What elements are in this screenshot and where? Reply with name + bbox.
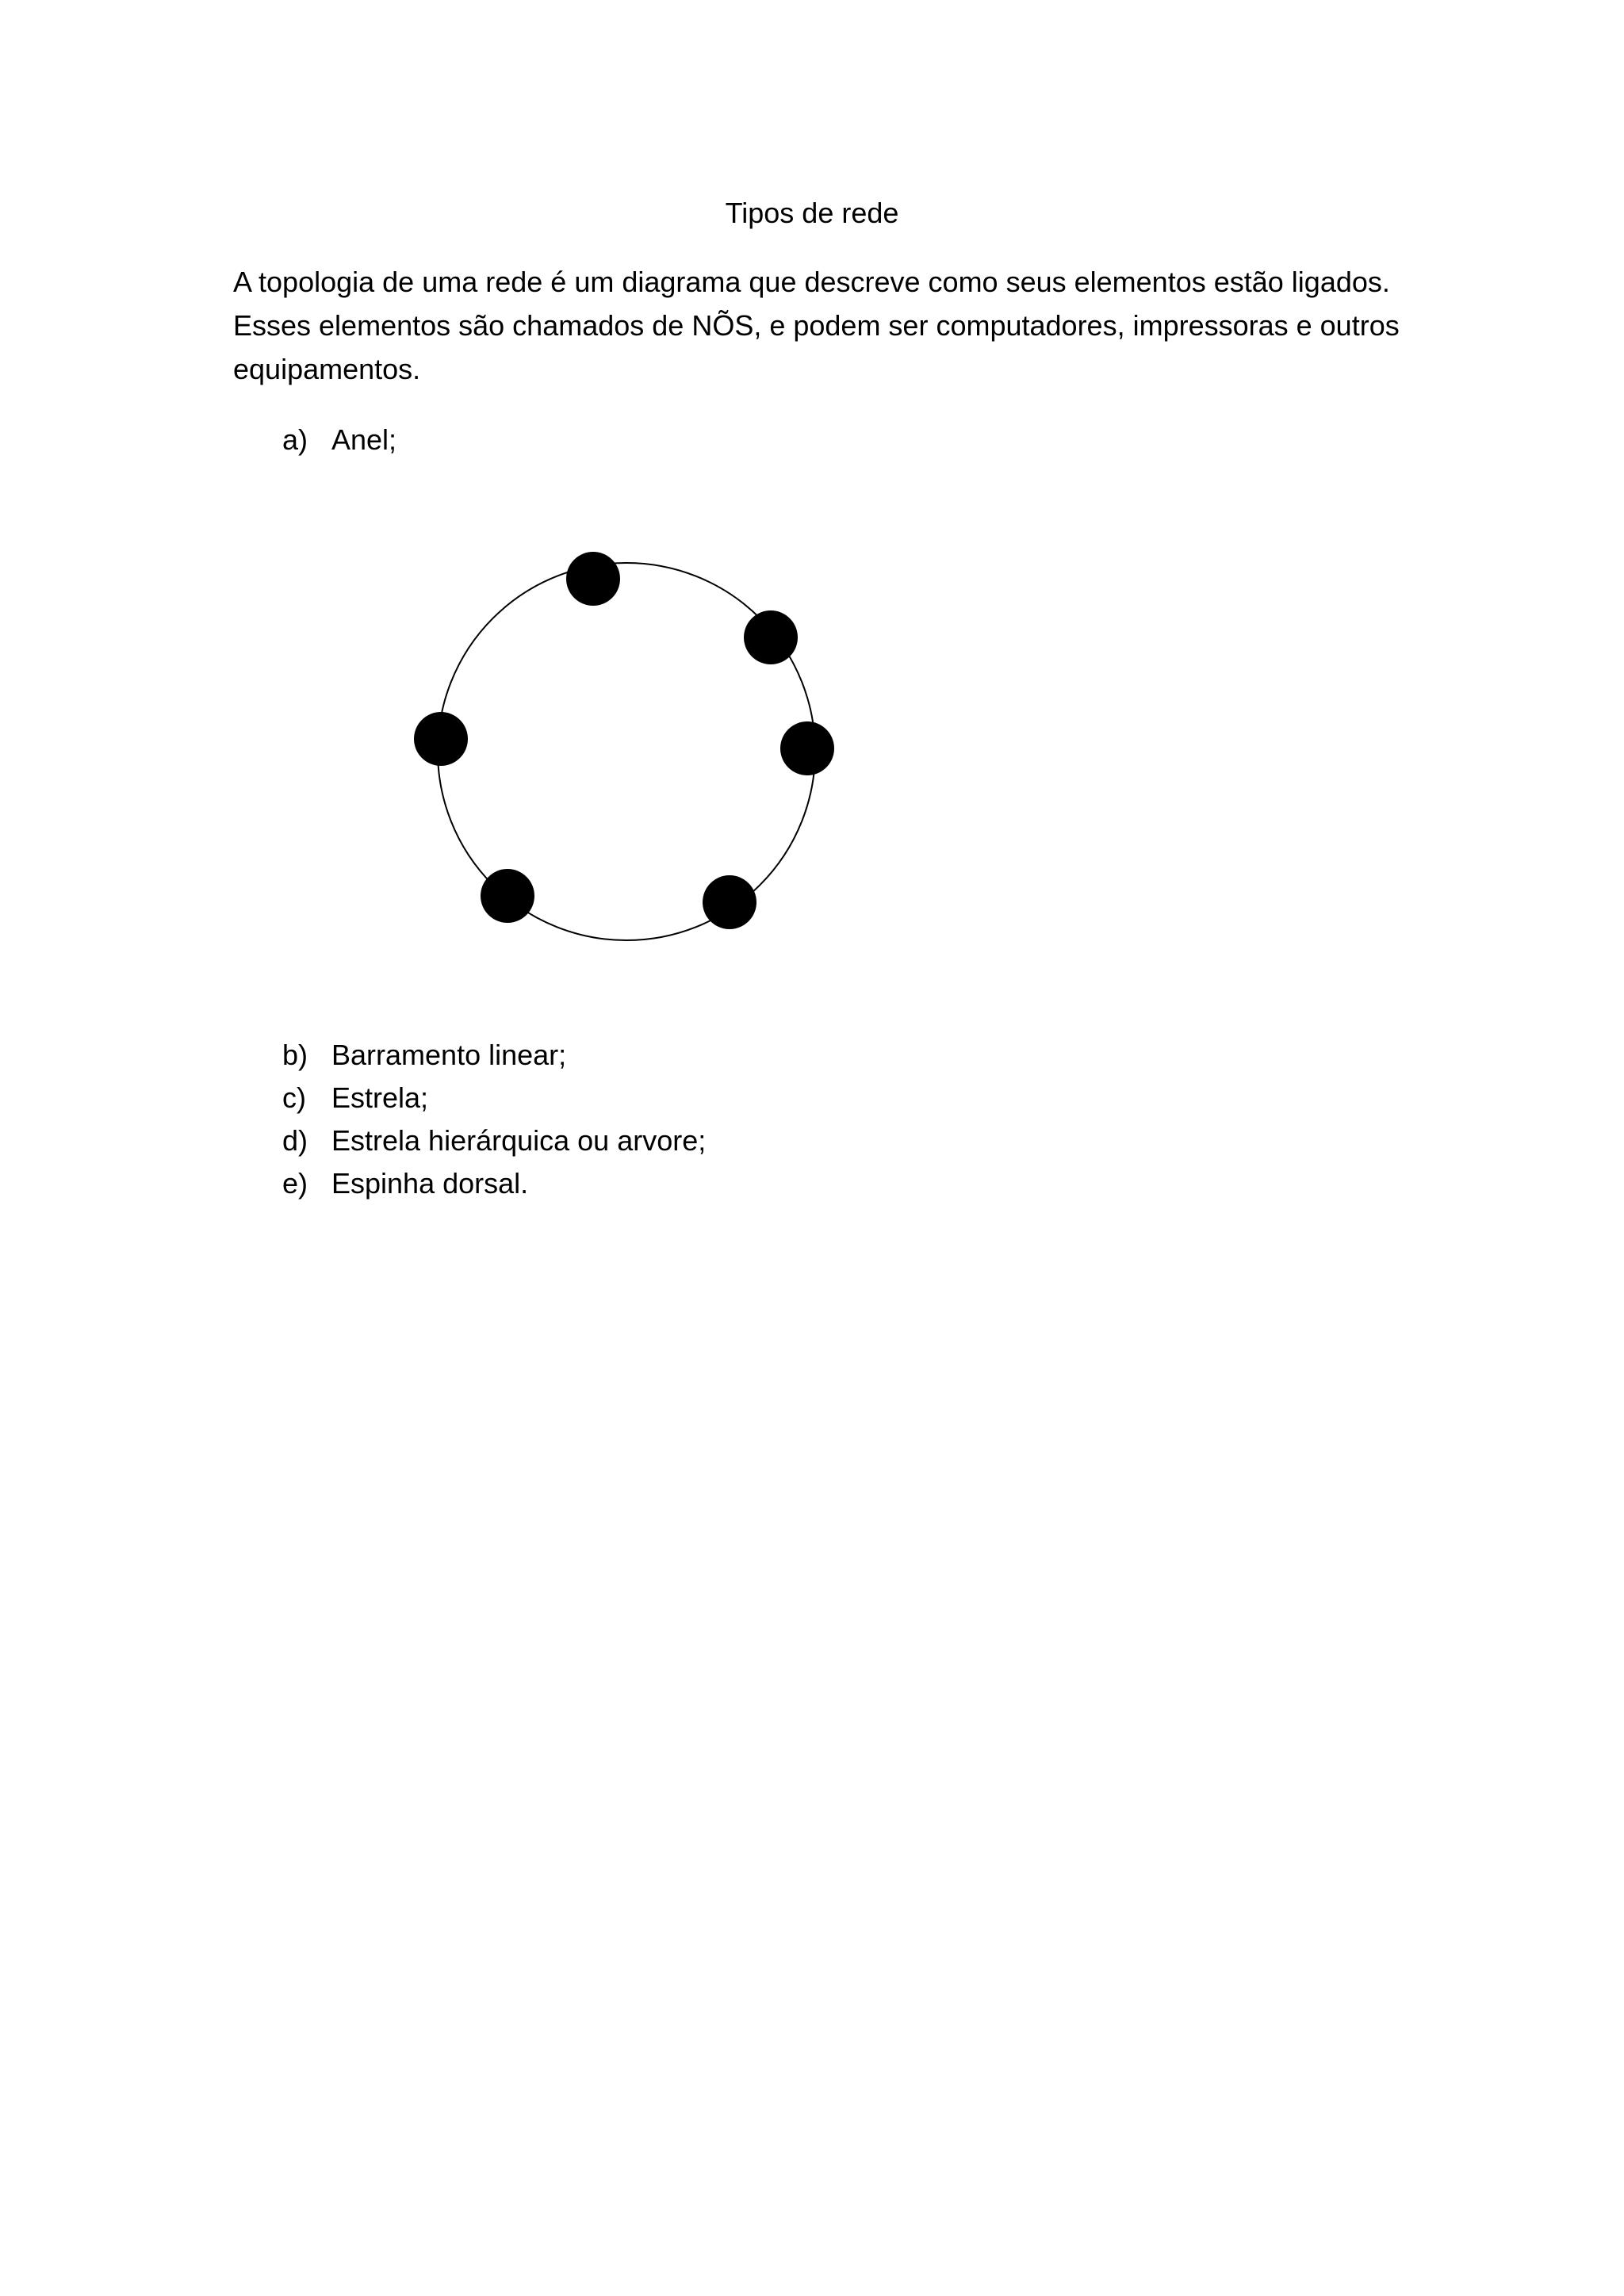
intro-line: Esses elementos são chamados de NÕS, e podem ser computadores, impressoras e outros [233, 309, 1400, 342]
list-item-bus [282, 1034, 566, 1077]
intro-paragraph [233, 260, 1399, 391]
network-node [481, 869, 534, 923]
list-item-label: Anel; [331, 423, 397, 456]
list-item-ring [282, 419, 396, 461]
ring-topology-diagram [396, 531, 856, 959]
list-marker: a) [282, 423, 308, 456]
list-item-label: Espinha dorsal. [331, 1167, 529, 1200]
list-item-label: Barramento linear; [331, 1039, 567, 1071]
page-title: Tipos de rede [725, 197, 899, 229]
network-node [744, 610, 798, 664]
intro-line: A topologia de uma rede é um diagrama que descreve como seus elementos estão ligados. [233, 266, 1390, 298]
list-item-tree [282, 1119, 706, 1162]
list-marker: e) [282, 1167, 308, 1200]
network-node [414, 712, 468, 766]
list-marker: c) [282, 1081, 306, 1114]
network-node [566, 552, 620, 606]
list-marker: d) [282, 1124, 308, 1157]
intro-line: equipamentos. [233, 353, 421, 385]
list-item-backbone [282, 1162, 528, 1205]
network-node [780, 721, 834, 775]
network-node [703, 875, 756, 929]
list-item-label: Estrela; [331, 1081, 429, 1114]
list-item-star [282, 1077, 428, 1119]
list-item-label: Estrela hierárquica ou arvore; [331, 1124, 707, 1157]
list-marker: b) [282, 1039, 308, 1071]
